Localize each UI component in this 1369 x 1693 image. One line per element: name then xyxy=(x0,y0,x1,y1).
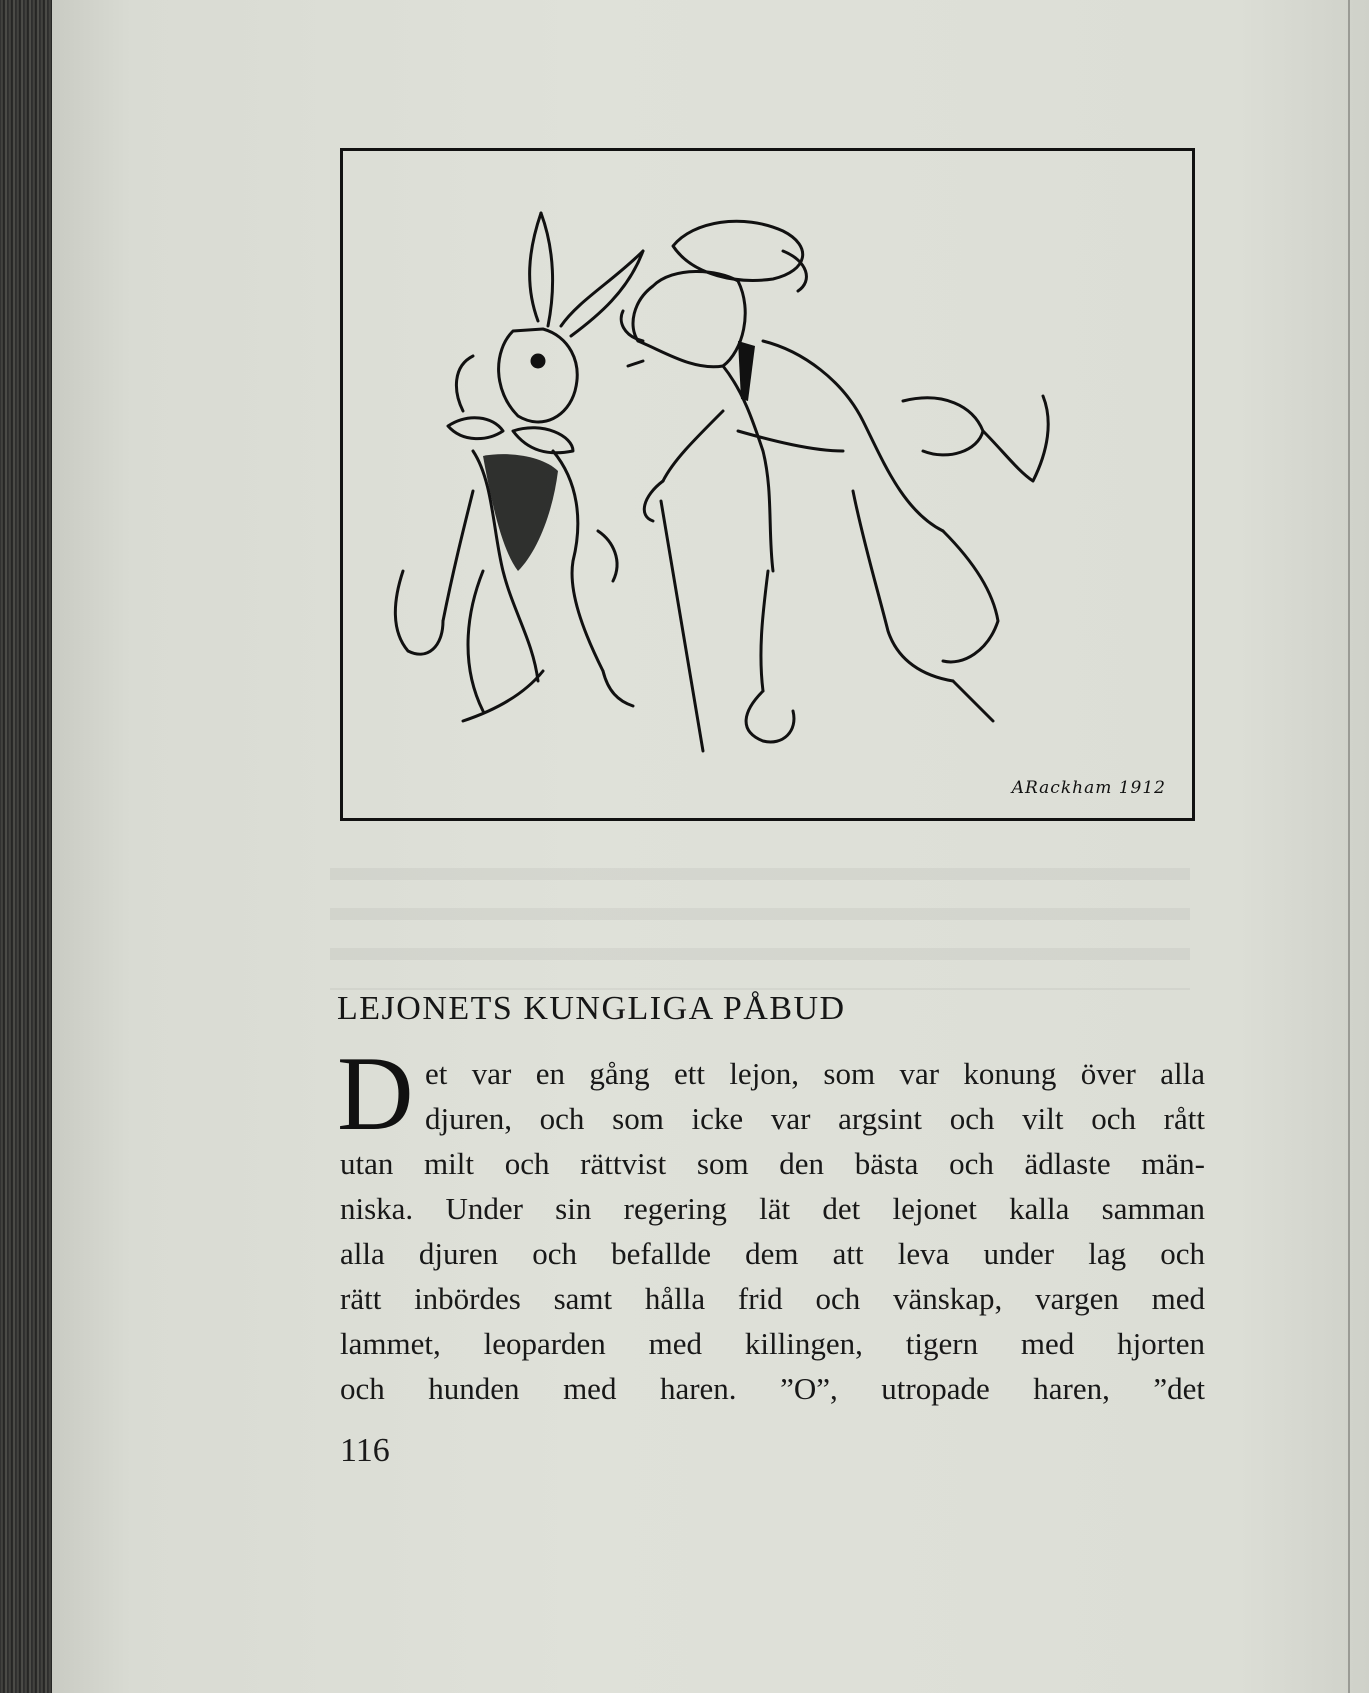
drop-cap: D xyxy=(337,1035,414,1152)
hare-clothing-shading xyxy=(483,454,558,571)
bleed-through-text xyxy=(330,840,1190,990)
artist-signature: ARackham 1912 xyxy=(1011,778,1166,798)
illustration xyxy=(343,151,1192,818)
illustration-frame xyxy=(340,148,1195,821)
page-number: 116 xyxy=(340,1432,390,1469)
body-line: niska. Under sin regering lät det lejonet kalla samman xyxy=(340,1191,1205,1226)
body-line: rätt inbördes samt hålla frid och vänskap, vargen med xyxy=(340,1281,1205,1316)
page-edge-line xyxy=(1348,0,1350,1693)
body-line: et var en gång ett lejon, som var konung över alla xyxy=(425,1056,1205,1091)
body-line: djuren, och som icke var argsint och vilt och rått xyxy=(425,1101,1205,1136)
story-title: LEJONETS KUNGLIGA PÅBUD xyxy=(337,990,846,1027)
body-line: lammet, leoparden med killingen, tigern med hjorten xyxy=(340,1326,1205,1361)
body-line: alla djuren och befallde dem att leva under lag och xyxy=(340,1236,1205,1271)
body-line: utan milt och rättvist som den bästa och ädlaste män- xyxy=(340,1146,1205,1181)
dog-figure xyxy=(621,221,1048,751)
body-line: och hunden med haren. ”O”, utropade haren, ”det xyxy=(340,1371,1205,1406)
